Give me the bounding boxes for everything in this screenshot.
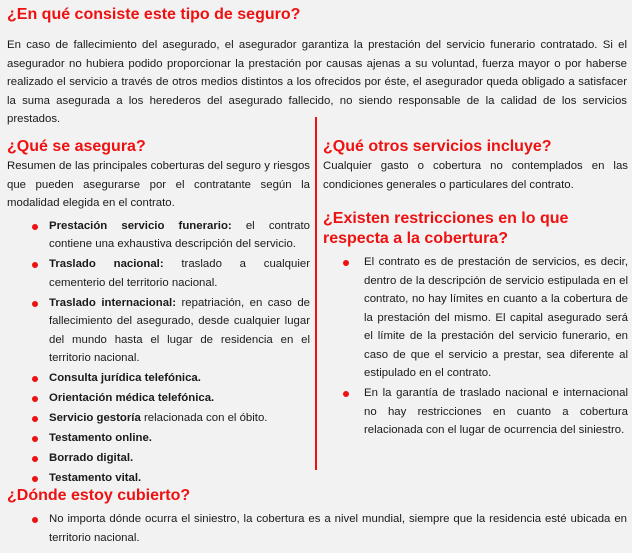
- other-services-paragraph: Cualquier gasto o cobertura no contemplados en las condiciones generales o particulares del contrato.: [323, 160, 628, 191]
- coverage-item-name: Traslado nacional:: [49, 258, 164, 270]
- coverage-item-desc: traslado a cualquier cementerio del territorio nacional.: [49, 258, 311, 289]
- bullet-icon: [32, 301, 38, 307]
- coverage-item-desc: el contrato contiene una exhaustiva descripción del servicio.: [49, 219, 310, 250]
- coverage-item: [7, 255, 310, 292]
- restrictions-list: [323, 253, 628, 440]
- where-covered-item: [7, 510, 627, 547]
- section-title-other-services: ¿Qué otros servicios incluye?: [323, 138, 552, 155]
- coverage-item-name: Borrado digital.: [49, 452, 134, 464]
- coverage-item-name: Testamento online.: [49, 432, 152, 444]
- coverage-item-desc: relacionada con el óbito.: [140, 412, 268, 424]
- section-title-what-is-it: ¿En qué consiste este tipo de seguro?: [7, 6, 301, 23]
- coverage-item-name: Servicio gestoría: [49, 412, 141, 424]
- coverage-item-name: Consulta jurídica telefónica.: [49, 372, 201, 384]
- bullet-icon: [32, 476, 38, 482]
- coverage-summary-paragraph: Resumen de las principales coberturas del seguro y riesgos que pueden asegurarse por el contratante según la modalidad elegida en el contrato.: [7, 160, 310, 209]
- coverage-item: [7, 294, 310, 368]
- section-title-restrictions: ¿Existen restricciones en lo que respecta a la cobertura?: [323, 210, 569, 247]
- column-divider: [315, 117, 317, 470]
- bullet-icon: [32, 456, 38, 462]
- coverage-item: [7, 389, 310, 408]
- intro-paragraph: En caso de fallecimiento del asegurado, el asegurador garantiza la prestación del servicio funerario contratado. Si el asegurador no hubiera podido proporcionar la prestación por causas ajenas a su voluntad, fuerza mayor o por haberse realizado el servicio a través de otros medios distintos a los ofrecidos por éste, el asegurador queda obligado a satisfacer la suma asegurada a los herederos del asegurado fallecido, no siendo responsable de la calidad de los servicios prestados.: [7, 39, 627, 125]
- coverage-item: [7, 449, 310, 468]
- bullet-icon: [32, 396, 38, 402]
- bullet-icon: [32, 224, 38, 230]
- restriction-item: [323, 253, 628, 383]
- coverage-item-name: Traslado internacional:: [49, 296, 177, 309]
- restriction-text: El contrato es de prestación de servicios, es decir, dentro de la descripción de servicio estipulada en el contrato, no hay límites en cuanto a la cobertura de la prestación del mismo. El capital asegurado será el límite de la prestación del servicio funerario, en caso de que el servicio a prestar, sea diferente al estipulado en el contrato.: [364, 256, 628, 379]
- coverage-item-name: Testamento vital.: [49, 472, 142, 484]
- section-title-what-is-insured: ¿Qué se asegura?: [7, 138, 146, 155]
- coverage-list: [7, 217, 310, 488]
- coverage-item: [7, 469, 310, 488]
- bullet-icon: [343, 391, 349, 397]
- coverage-item: [7, 369, 310, 388]
- bullet-icon: [32, 262, 38, 268]
- section-title-where-covered: ¿Dónde estoy cubierto?: [7, 487, 191, 504]
- restriction-text: En la garantía de traslado nacional e internacional no hay restricciones en cuanto a cobertura relacionada con el lugar de ocurrencia del siniestro.: [364, 387, 628, 436]
- coverage-item-name: Orientación médica telefónica.: [49, 392, 215, 404]
- other-services-column: [323, 137, 628, 441]
- where-covered-text: No importa dónde ocurra el siniestro, la cobertura es a nivel mundial, siempre que la residencia esté ubicada en territorio nacional.: [49, 513, 627, 544]
- bullet-icon: [32, 376, 38, 382]
- restriction-item: [323, 384, 628, 440]
- coverage-item: [7, 409, 310, 428]
- bullet-icon: [32, 436, 38, 442]
- bullet-icon: [343, 260, 349, 266]
- coverage-item: [7, 217, 310, 254]
- coverage-column: [7, 137, 310, 489]
- coverage-item-name: Prestación servicio funerario:: [49, 219, 232, 232]
- coverage-item: [7, 429, 310, 448]
- where-covered-block: [7, 506, 627, 549]
- coverage-item-desc: repatriación, en caso de fallecimiento del asegurado, desde cualquier lugar del mundo hasta el lugar de residencia en el territorio nacional.: [49, 296, 310, 364]
- bullet-icon: [32, 416, 38, 422]
- where-covered-list: [7, 510, 627, 547]
- bullet-icon: [32, 517, 38, 523]
